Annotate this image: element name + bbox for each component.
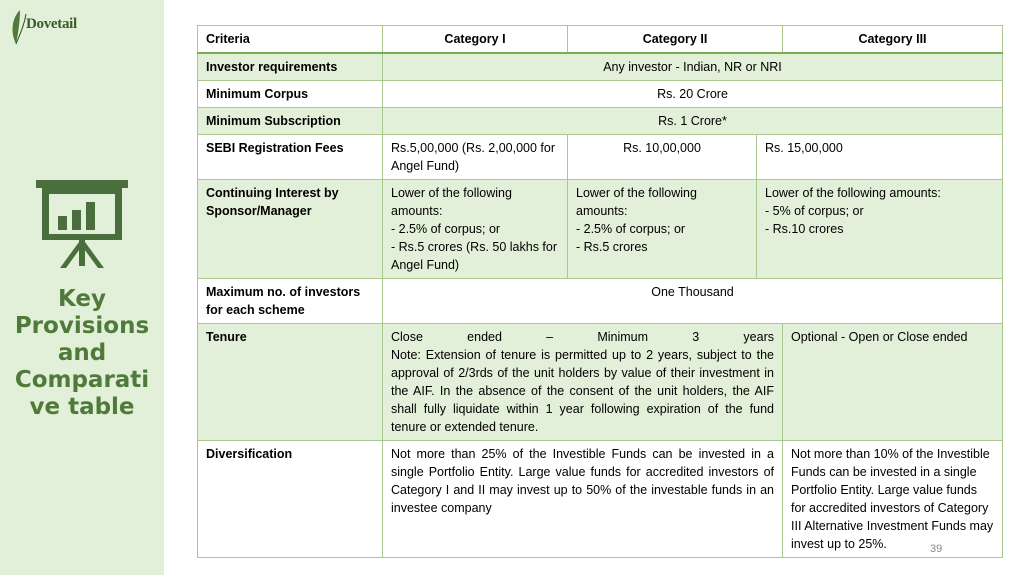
title-line: Key bbox=[57, 286, 106, 312]
cell-line: - 2.5% of corpus; or bbox=[391, 222, 501, 236]
cell-line: Note: Extension of tenure is permitted up to 2 years, subject to the approval of 2/3rds of the unit holders by value of their investment in the AIF. In the absence of the consent of the unit holders, the AIF shall fully liquidate within 1 year following expiration of the fund tenure or extended tenure. bbox=[391, 348, 774, 434]
row-label: Minimum Subscription bbox=[198, 108, 383, 135]
cell-line: Lower of the following amounts: bbox=[391, 186, 512, 218]
table-row bbox=[198, 108, 1003, 135]
cell-value: One Thousand bbox=[383, 279, 1003, 324]
table-row bbox=[198, 441, 1003, 558]
row-label: SEBI Registration Fees bbox=[198, 135, 383, 180]
row-label: Continuing Interest by Sponsor/Manager bbox=[198, 180, 383, 279]
title-line: Provisions bbox=[14, 313, 150, 339]
cell-line: - Rs.5 crores bbox=[576, 240, 648, 254]
cell-category-1 bbox=[383, 180, 568, 279]
cell-category-1-2: Not more than 25% of the Investible Funds can be invested in a single Portfolio Entity. Large value funds for accredited investors of Category I and II may invest up to 50% of the investable funds in an investee company bbox=[383, 441, 783, 558]
title-line: and bbox=[57, 340, 107, 366]
cell-category-2: Rs. 10,00,000 bbox=[568, 135, 757, 180]
table-header-row bbox=[198, 26, 1003, 54]
logo-text: Dovetail bbox=[26, 16, 77, 32]
title-line: Comparati bbox=[14, 367, 150, 393]
header-category-2: Category II bbox=[568, 26, 783, 54]
cell-category-3 bbox=[757, 180, 1003, 279]
header-criteria: Criteria bbox=[198, 26, 383, 54]
comparison-table-wrapper bbox=[197, 25, 1002, 558]
title-line: ve table bbox=[29, 394, 135, 420]
comparison-table bbox=[197, 25, 1003, 558]
row-label: Investor requirements bbox=[198, 53, 383, 81]
header-category-3: Category III bbox=[783, 26, 1003, 54]
row-label: Diversification bbox=[198, 441, 383, 558]
slide-title bbox=[0, 286, 164, 421]
table-row bbox=[198, 279, 1003, 324]
cell-category-1-2 bbox=[383, 324, 783, 441]
cell-category-2 bbox=[568, 180, 757, 279]
table-row bbox=[198, 324, 1003, 441]
cell-line: Close ended – Minimum 3 years bbox=[391, 330, 774, 344]
row-label: Maximum no. of investors for each scheme bbox=[198, 279, 383, 324]
table-row bbox=[198, 81, 1003, 108]
cell-category-1: Rs.5,00,000 (Rs. 2,00,000 for Angel Fund) bbox=[383, 135, 568, 180]
dovetail-logo bbox=[6, 6, 77, 46]
row-label: Minimum Corpus bbox=[198, 81, 383, 108]
table-row bbox=[198, 135, 1003, 180]
presentation-chart-icon bbox=[34, 176, 130, 272]
cell-line: - 2.5% of corpus; or bbox=[576, 222, 686, 236]
cell-value: Any investor - Indian, NR or NRI bbox=[383, 53, 1003, 81]
cell-line: Lower of the following amounts: bbox=[765, 186, 941, 200]
cell-value: Rs. 1 Crore* bbox=[383, 108, 1003, 135]
cell-line: - Rs.5 crores (Rs. 50 lakhs for Angel Fund) bbox=[391, 240, 558, 272]
cell-category-3: Rs. 15,00,000 bbox=[757, 135, 1003, 180]
cell-line: Lower of the following amounts: bbox=[576, 186, 697, 218]
row-label: Tenure bbox=[198, 324, 383, 441]
header-category-1: Category I bbox=[383, 26, 568, 54]
cell-line: - Rs.10 crores bbox=[765, 222, 844, 236]
cell-category-3: Not more than 10% of the Investible Funds can be invested in a single Portfolio Entity. Large value funds for accredited investors of Category III Alternative Investment Funds may invest up to 25%. bbox=[783, 441, 1003, 558]
page-number: 39 bbox=[930, 543, 943, 555]
table-row bbox=[198, 53, 1003, 81]
table-row bbox=[198, 180, 1003, 279]
cell-value: Rs. 20 Crore bbox=[383, 81, 1003, 108]
cell-category-3: Optional - Open or Close ended bbox=[783, 324, 1003, 441]
cell-line: - 5% of corpus; or bbox=[765, 204, 864, 218]
sidebar bbox=[0, 0, 164, 575]
